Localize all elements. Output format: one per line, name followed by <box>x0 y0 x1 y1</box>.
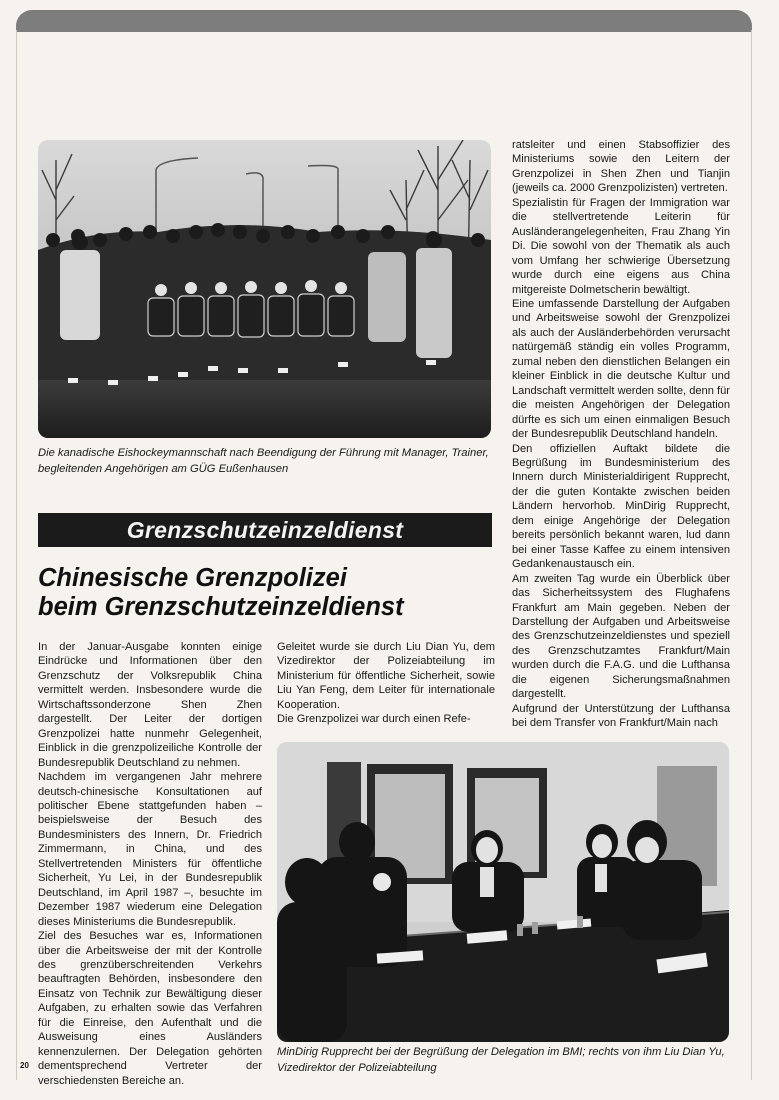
article-column-3 <box>512 138 730 731</box>
paragraph: Den offiziellen Auftakt bildete die Begrüßung im Bundesministerium des Innern durch Ministerialdirigent Rupprecht, der die guten Kontakte zwischen beiden Ländern hervorhob. MinDirig Rupprecht, dem einige Angehörige der Delegation bereits persönlich bekannt waren, lud dann bei einer Tasse Kaffee zu einem intensiven Gedankenaustausch ein. <box>512 442 730 571</box>
hockey-photo-caption: Die kanadische Eishockeymannschaft nach Beendigung der Führung mit Manager, Trainer, begleitenden Angehörigen am GÜG Eußenhausen <box>38 447 489 475</box>
page-border <box>751 30 752 1080</box>
headline-line-1: Chinesische Grenzpolizei <box>38 564 347 592</box>
section-title-bar: Grenzschutzeinzeldienst <box>38 513 492 547</box>
paragraph: Spezialistin für Fragen der Immigration war die stellvertretende Leiterin für Ausländerangelegenheiten, Frau Zhang Yin Di. Die sowohl von der Thematik als auch vom Umfang her schwierige Übersetzung wurde durch eine eigens aus China mitgereiste Dolmetscherin bewältigt. <box>512 196 730 296</box>
meeting-photo-caption: MinDirig Rupprecht bei der Begrüßung der Delegation im BMI; rechts von ihm Liu Dian Yu, Vizedirektor der Polizeiabteilung <box>277 1046 725 1074</box>
page-number: 20 <box>20 1061 29 1070</box>
hockey-team-photo <box>38 140 491 438</box>
paragraph: Aufgrund der Unterstützung der Lufthansa bei dem Transfer von Frankfurt/Main nach <box>512 702 730 730</box>
page-border <box>16 30 17 1080</box>
paragraph: Geleitet wurde sie durch Liu Dian Yu, dem Vizedirektor der Polizeiabteilung im Ministerium für öffentliche Sicherheit, sowie Liu Yan Feng, dem Leiter für internationale Kooperation. <box>277 641 495 711</box>
paragraph: Eine umfassende Darstellung der Aufgaben und Arbeitsweise sowohl der Grenzpolizei als auch der Ausländerbehörden verursacht natürgemäß ständig ein volles Programm, zumal neben den dienstlichen Belangen ein kleiner Einblick in die deutsche Kultur und Landschaft vermittelt werden sollte, denn für die meisten Angehörigen der Delegation dürfte es sich um einen einmaligen Besuch der Bundesrepublik Deutschland handeln. <box>512 297 730 441</box>
page-header-band <box>16 10 752 32</box>
paragraph: Ziel des Besuches war es, Informationen über die Arbeitsweise der mit der Kontrolle des grenzüberschreitenden Verkehrs beauftragten Behörden, insbesondere den Einsatz von Technik zur Bewältigung dieser Aufgaben, zu erhalten sowie das Verfahren für die Einreise, den Aufenthalt und die Ausweisung eines Ausländers kennenzulernen. Der Delegation gehörten dementsprechend Vertreter der verschiedensten Bereiche an. <box>38 930 262 1087</box>
article-column-1 <box>38 640 262 1088</box>
paragraph: Am zweiten Tag wurde ein Überblick über das Sicherheitssystem des Flughafens Frankfurt am Main gegeben. Neben der Darstellung der Aufgaben und Arbeitsweise des Grenzschutzeinzeldienstes und speziell des Grenzschutzamtes Frankfurt/Main wurden durch die F.A.G. und die Lufthansa die eigenen Sicherungsmaßnahmen dargestellt. <box>512 572 730 701</box>
paragraph: In der Januar-Ausgabe konnten einige Eindrücke und Informationen über den Grenzschutz der Volksrepublik China vermittelt werden. Insbesondere wurde die Wirtschaftssonderzone Shen Zhen dargestellt. Der Leiter der dortigen Grenzpolizei hatte nunmehr Gelegenheit, Einblick in die grenzpolizeiliche Kontrolle der Bundesrepublik Deutschland zu nehmen. <box>38 641 262 769</box>
headline-line-2: beim Grenzschutzeinzeldienst <box>38 593 404 621</box>
article-headline <box>38 564 498 622</box>
article-column-2 <box>277 640 495 727</box>
paragraph: Die Grenzpolizei war durch einen Refe- <box>277 713 471 726</box>
paragraph: ratsleiter und einen Stabsoffizier des Ministeriums sowie den Leitern der Grenzpolizei in Shen Zhen und Tianjin (jeweils ca. 2000 Grenzpolizisten) vertreten. <box>512 139 730 195</box>
delegation-meeting-photo <box>277 742 729 1042</box>
paragraph: Nachdem im vergangenen Jahr mehrere deutsch-chinesische Konsultationen auf politischer Ebene stattgefunden haben – beispielsweise der Besuch des Bundesministers des Innern, Dr. Friedrich Zimmermann, in China, und des Stellvertretenden Ministers für öffentliche Sicherheit, Yu Lei, in der Bundesrepublik Deutschland, im April 1987 –, besuchte im Dezember 1987 wiederum eine Delegation dieses Ministeriums die Bundesrepublik. <box>38 771 262 928</box>
